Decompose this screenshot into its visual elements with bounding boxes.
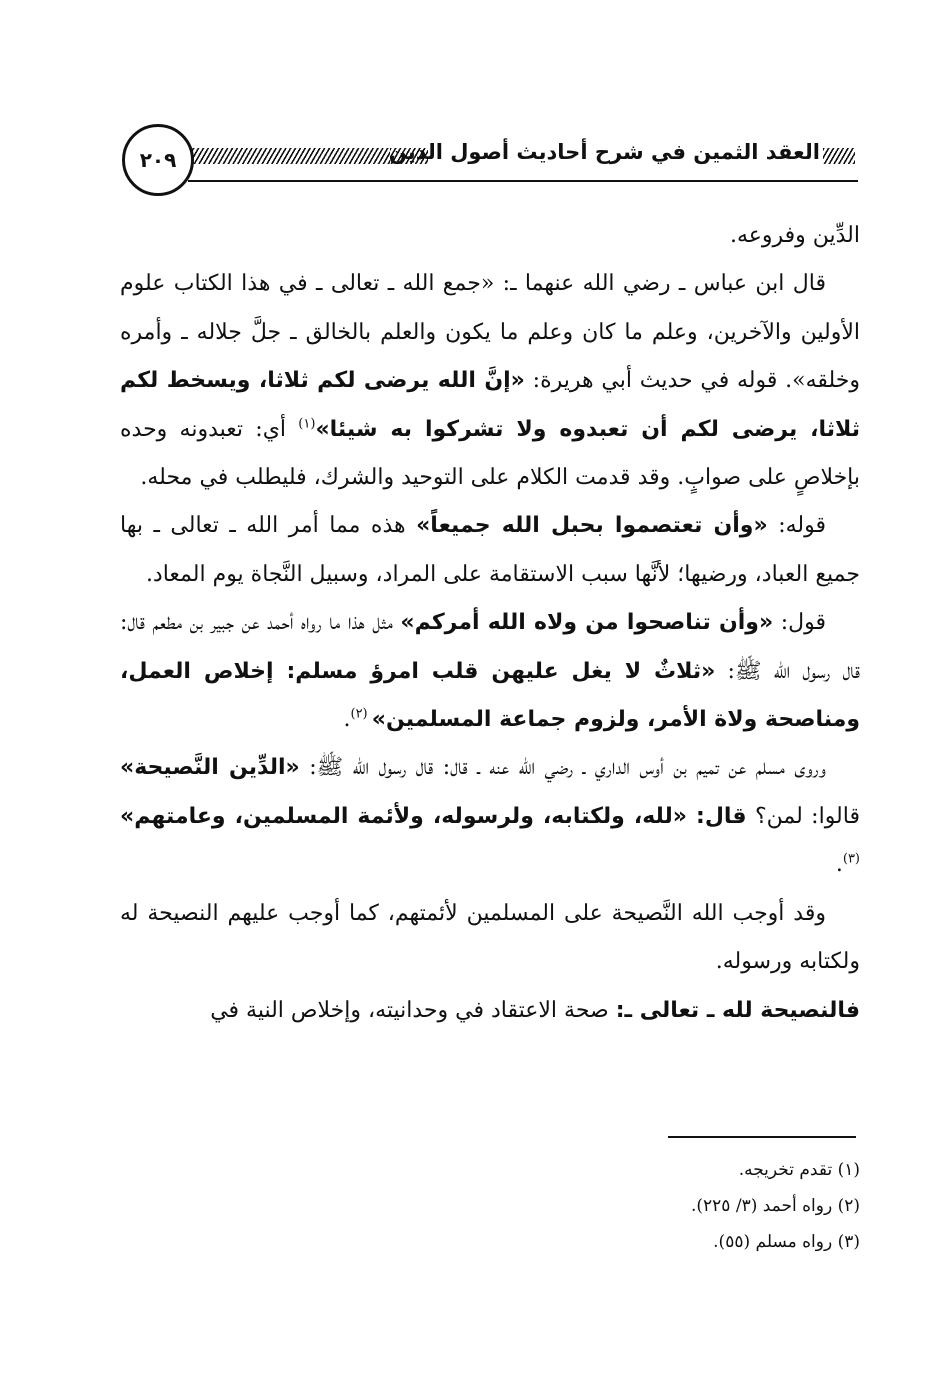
paragraph bbox=[120, 744, 860, 889]
footnote-1: (١) تقدم تخريجه. bbox=[738, 1160, 860, 1180]
footnotes bbox=[560, 1152, 860, 1260]
footnote-ref: (٢) bbox=[350, 706, 372, 722]
hadith-quote: «وأن تناصحوا من ولاه الله أمركم» bbox=[400, 610, 774, 636]
text-run: قول: bbox=[773, 610, 826, 636]
paragraph bbox=[120, 260, 860, 502]
footnote-ref: (١) bbox=[298, 416, 316, 432]
text-run: قالوا: لمن؟ bbox=[746, 803, 860, 829]
text-run: مثل هذا ما رواه أحمد عن جبير بن مطعم قال: قال رسول الله ﷺ: bbox=[120, 610, 861, 684]
header-rule bbox=[188, 180, 858, 182]
hadith-quote: قال: «لله، ولكتابه، ولرسوله، ولأئمة المسلمين، وعامتهم» bbox=[120, 803, 747, 829]
book-title: العقد الثمين في شرح أحاديث أصول الدين bbox=[388, 140, 820, 164]
text-run: هذه مما أمر الله ـ تعالى ـ بها جميع العباد، ورضيها؛ لأنَّها سبب الاستقامة على المراد، وسبيل النَّجاة يوم المعاد. bbox=[120, 513, 860, 587]
header-ornament-right bbox=[823, 148, 855, 164]
text-run: قوله: bbox=[767, 513, 826, 539]
paragraph bbox=[120, 599, 860, 744]
hadith-quote: «ثلاثٌ لا يغل عليهن قلب امرؤ مسلم: إخلاص العمل، ومناصحة ولاة الأمر، ولزوم جماعة المسلمين» bbox=[120, 658, 860, 733]
paragraph bbox=[120, 890, 860, 987]
running-header bbox=[118, 120, 858, 196]
footnote-3: (٣) رواه مسلم (٥٥). bbox=[713, 1232, 860, 1252]
hadith-quote: «الدِّين النَّصيحة» bbox=[120, 755, 300, 781]
text-run: أي: تعبدونه وحده بإخلاصٍ على صوابٍ. وقد قدمت الكلام على التوحيد والشرك، فليطلب في محله. bbox=[120, 416, 860, 491]
footnote-2: (٢) رواه أحمد (٣/ ٢٢٥). bbox=[690, 1196, 860, 1216]
text-run: . bbox=[835, 852, 843, 878]
paragraph bbox=[120, 212, 860, 260]
hadith-quote: «إنَّ الله يرضى لكم ثلاثا، ويسخط لكم ثلاثا، يرضى لكم أن تعبدوه ولا تشركوا به شيئا» bbox=[120, 368, 860, 442]
text-run: وقد أوجب الله النَّصيحة على المسلمين لأئمتهم، كما أوجب عليهم النصيحة له ولكتابه ورسوله. bbox=[120, 900, 860, 975]
main-text bbox=[120, 212, 860, 1035]
text-run: وروى مسلم عن تميم بن أوس الداري ـ رضي الله عنه ـ قال: قال رسول الله ﷺ: bbox=[299, 755, 826, 781]
hadith-quote: فالنصيحة لله ـ تعالى ـ: bbox=[615, 997, 860, 1023]
text-run: الدِّين وفروعه. bbox=[729, 223, 860, 248]
hadith-quote: «وأن تعتصموا بحبل الله جميعاً» bbox=[416, 513, 768, 539]
footnote-separator bbox=[668, 1136, 856, 1138]
paragraph bbox=[120, 987, 860, 1035]
paragraph bbox=[120, 502, 860, 599]
text-run: صحة الاعتقاد في وحدانيته، وإخلاص النية في bbox=[210, 997, 616, 1023]
header-ornament-left bbox=[188, 148, 420, 164]
page-number: ٢٠٩ bbox=[122, 124, 194, 196]
text-run: قال ابن عباس ـ رضي الله عنهما ـ: «جمع الله ـ تعالى ـ في هذا الكتاب علوم الأولين والآخرين، وعلم ما كان وعلم ما يكون والعلم بالخالق ـ جلَّ جلاله ـ وأمره وخلقه». قوله في حديث أبي هريرة: bbox=[120, 271, 861, 394]
text-run: . bbox=[343, 707, 351, 733]
footnote-ref: (٣) bbox=[842, 851, 860, 867]
